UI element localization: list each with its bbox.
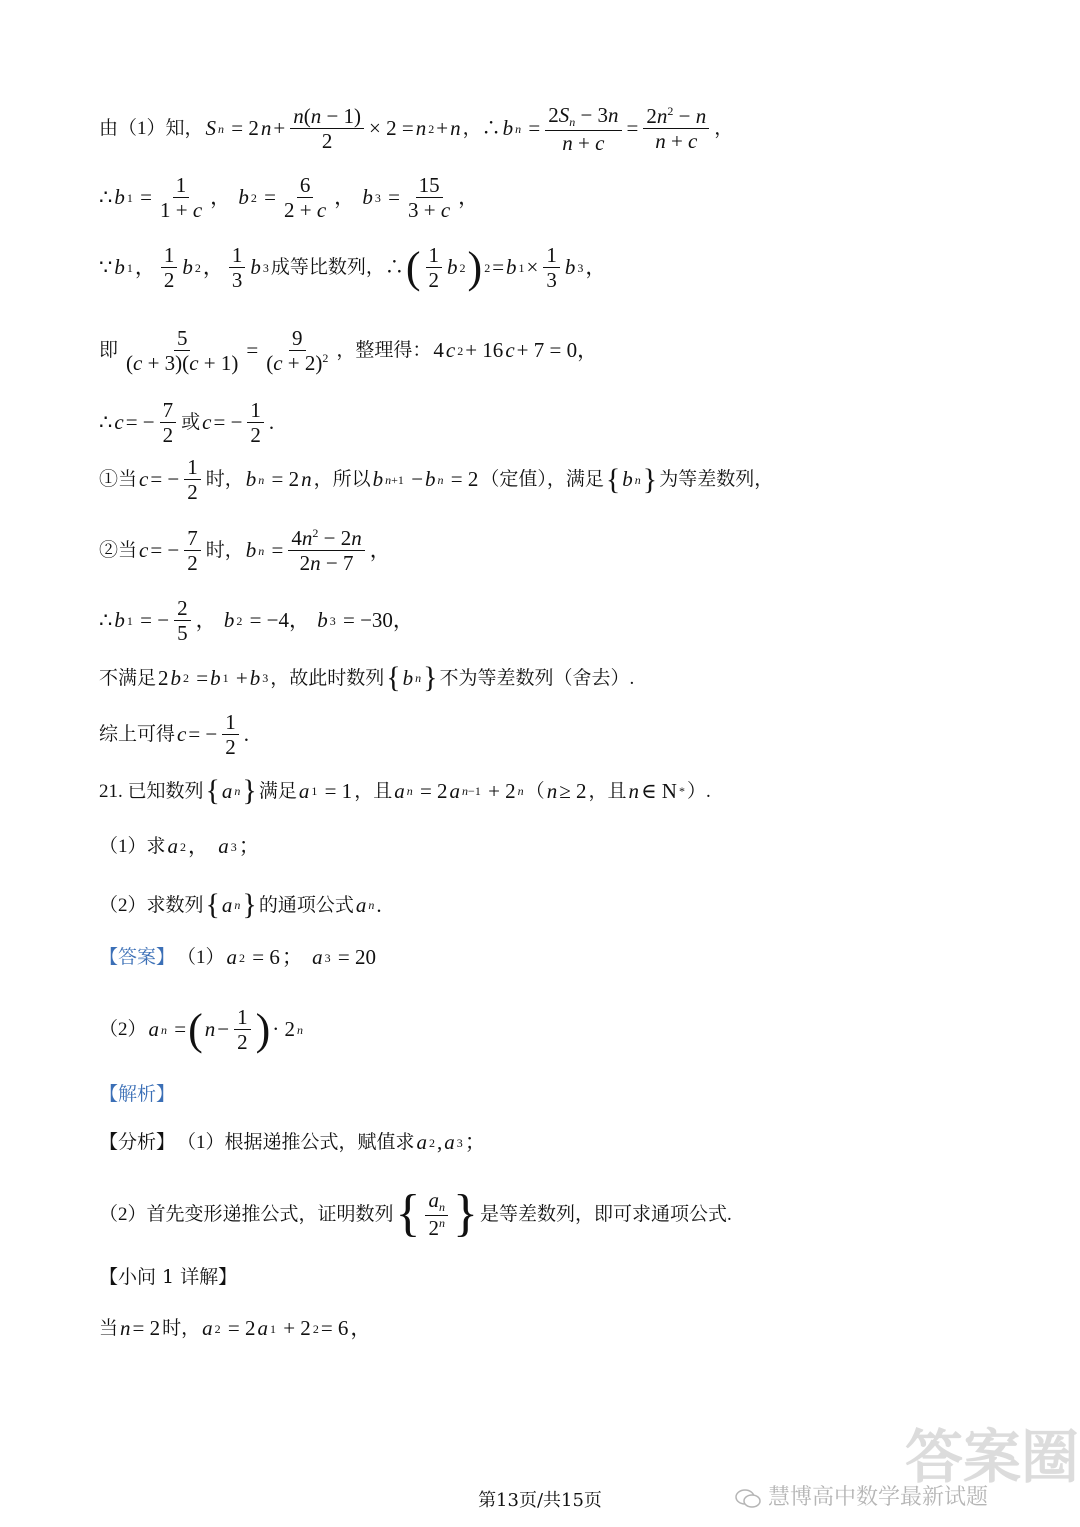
text: 时，: [205, 469, 244, 491]
text: 成等比数列，∴: [270, 257, 404, 279]
fraction: $\frac{1}{2}$: [161, 243, 178, 292]
fraction: $\frac{7}{2}$: [184, 526, 201, 575]
text: 或: [181, 412, 201, 434]
page-footer: 第13页/共15页: [478, 1490, 602, 1511]
text: ；: [238, 834, 260, 858]
line-c-solutions: ∴ c = − $\frac{7}{2}$ 或 c = − $\frac{1}{2}$ .: [99, 398, 275, 448]
text: （: [525, 780, 545, 802]
text: 时，: [205, 540, 244, 562]
fraction: $\frac{1}{3}$: [543, 243, 560, 292]
fraction: $\frac{5}{(c + 3)(c + 1)}$: [126, 326, 239, 376]
text: ；: [281, 945, 303, 969]
text: 当: [99, 1318, 119, 1339]
question-21-part-2: （2）求数列 { a n } 的通项公式 a n .: [99, 888, 382, 921]
fraction: $\frac{4n^2 - 2n}{2n - 7}$: [288, 526, 364, 575]
fraction: $\frac{6}{2 + c}$: [283, 173, 327, 223]
answer-block-2: （2） a n = ( n − $\frac{1}{2}$ ) · 2 n: [99, 1004, 304, 1055]
text: ，且: [354, 780, 393, 802]
fraction: $\frac{n(n - 1)}{2}$: [290, 104, 364, 153]
text: 综上可得: [99, 724, 176, 746]
question-number: 21. 已知数列: [99, 780, 204, 802]
text: ，: [350, 1316, 372, 1340]
fraction: $\frac{1}{2}$: [222, 710, 239, 759]
fraction: $\frac{1}{2}$: [234, 1005, 251, 1054]
fraction: $\frac{2}{5}$: [174, 596, 191, 645]
line-case-2: ②当 c = − $\frac{7}{2}$ 时， b n = $\frac{4n^2 - 2n}{2n - 7}$ ，: [99, 526, 391, 576]
text: 时，: [162, 1318, 201, 1339]
text: ①当: [99, 469, 138, 491]
analysis-heading: 【解析】: [99, 1083, 176, 1105]
text: ∵: [99, 255, 113, 280]
fraction: $\frac{1}{1 + c}$: [159, 173, 203, 223]
fraction: $\frac{a_n}{2^n}$: [425, 1188, 448, 1240]
text: （1）求: [99, 836, 166, 857]
text: ，所以: [313, 469, 371, 491]
text: （1）: [177, 947, 225, 968]
text: ，: [188, 834, 210, 858]
line-geometric: ∵ b 1 ， $\frac{1}{2}$ b 2 ， $\frac{1}{3}$ b 3 成等比数列，∴ ( $\frac{1}{2}$ b 2 ) 2 = b 1 × $\frac{1}{3}$ b 3 ，: [99, 242, 607, 293]
line-equation: 即 $\frac{5}{(c + 3)(c + 1)}$ = $\frac{9}{(c + 2)^2}$ ，整理得： 4 c 2 + 16 c + 7 = 0，: [99, 326, 599, 376]
watermark-label: 慧博高中数学最新试题: [768, 1485, 989, 1510]
text: 不满足: [99, 667, 157, 689]
text: 不为等差数列（舍去）.: [439, 667, 635, 689]
text: （2）求数列: [99, 894, 204, 916]
analysis-line-1: 【分析】 （1）根据递推公式，赋值求 a 2 , a 3 ；: [99, 1130, 486, 1154]
line-b-values: ∴ b 1 = $\frac{1}{1 + c}$ ， b 2 = $\frac{6}{2 + c}$ ， b 3 = $\frac{15}{3 + c}$ ，: [99, 173, 480, 223]
line-n-equals-2: 当 n = 2 时， a 2 = 2 a 1 + 2 2 = 6 ，: [99, 1316, 372, 1340]
fraction: $\frac{15}{3 + c}$: [408, 173, 451, 223]
answer-tag: 【答案】: [99, 947, 176, 968]
analysis-line-2: （2）首先变形递推公式，证明数列 { $\frac{a_n}{2^n}$ } 是等差数列，即可求通项公式.: [99, 1185, 732, 1242]
line-case-1: ①当 c = − $\frac{1}{2}$ 时， b n = 2 n ，所以 b n+1 − b n = 2 （定值），满足 { b n } 为等差数列，: [99, 455, 774, 505]
fraction: $\frac{1}{3}$: [229, 243, 246, 292]
subquestion-heading: 【小问 1 详解】: [99, 1266, 238, 1288]
text: （2）首先变形递推公式，证明数列: [99, 1203, 394, 1225]
text: （2）: [99, 1019, 147, 1041]
text: （定值），满足: [480, 469, 604, 491]
text: ；: [464, 1130, 486, 1154]
text: ，整理得：: [336, 340, 432, 362]
text: 的通项公式: [258, 894, 354, 916]
text: ，: [714, 118, 734, 140]
text: ）.: [686, 780, 711, 802]
text: ，且: [588, 780, 627, 802]
watermark-logo: 答案圈: [905, 1423, 1080, 1491]
question-21-part-1: （1）求 a 2 ， a 3 ；: [99, 834, 260, 858]
text: ，故此时数列: [270, 667, 385, 689]
text: （1）根据递推公式，赋值求: [177, 1132, 415, 1153]
fraction: $\frac{2n^2 - n}{n + c}$: [643, 104, 709, 153]
line-not-arith: 不满足 2 b 2 = b 1 + b 3 ，故此时数列 { b n } 不为等差数列（舍去）.: [99, 661, 635, 694]
fraction: $\frac{1}{2}$: [247, 398, 264, 447]
analysis-tag: 【分析】: [99, 1132, 176, 1153]
text: ，∴: [462, 118, 501, 140]
answer-block: 【答案】 （1） a 2 = 6 ； a 3 = 20: [99, 945, 376, 969]
text: 由（1）知，: [99, 118, 204, 140]
fraction: $\frac{2S_n - 3n}{n + c}$: [545, 103, 621, 155]
fraction: $\frac{7}{2}$: [160, 398, 177, 447]
question-21: 21. 已知数列 { a n } 满足 a 1 = 1 ，且 a n = 2 a n−1 + 2 n （ n ≥ 2 ，且 n ∈ N * ）.: [99, 774, 711, 807]
fraction: $\frac{1}{2}$: [426, 243, 443, 292]
line-b-case2: ∴ b 1 = − $\frac{2}{5}$ ， b 2 = −4， b 3 = −30，: [99, 596, 414, 646]
text: 是等差数列，即可求通项公式.: [479, 1203, 732, 1225]
text: 即: [99, 340, 119, 362]
fraction: $\frac{9}{(c + 2)^2}$: [266, 326, 329, 376]
line-conclusion: 综上可得 c = − $\frac{1}{2}$ .: [99, 710, 250, 760]
text: .: [376, 892, 382, 917]
text: 为等差数列，: [659, 469, 774, 491]
fraction: $\frac{1}{2}$: [184, 455, 201, 504]
text: ②当: [99, 540, 138, 562]
line-sn-bn: 由（1）知， S n = 2 n + $\frac{n(n - 1)}{2}$ × 2 = n 2 + n ，∴ b n = $\frac{2S_n - 3n}{n + c}$ = $\frac{2n^2 - n}{n + c}$ ，: [99, 103, 734, 155]
text: 满足: [258, 780, 297, 802]
